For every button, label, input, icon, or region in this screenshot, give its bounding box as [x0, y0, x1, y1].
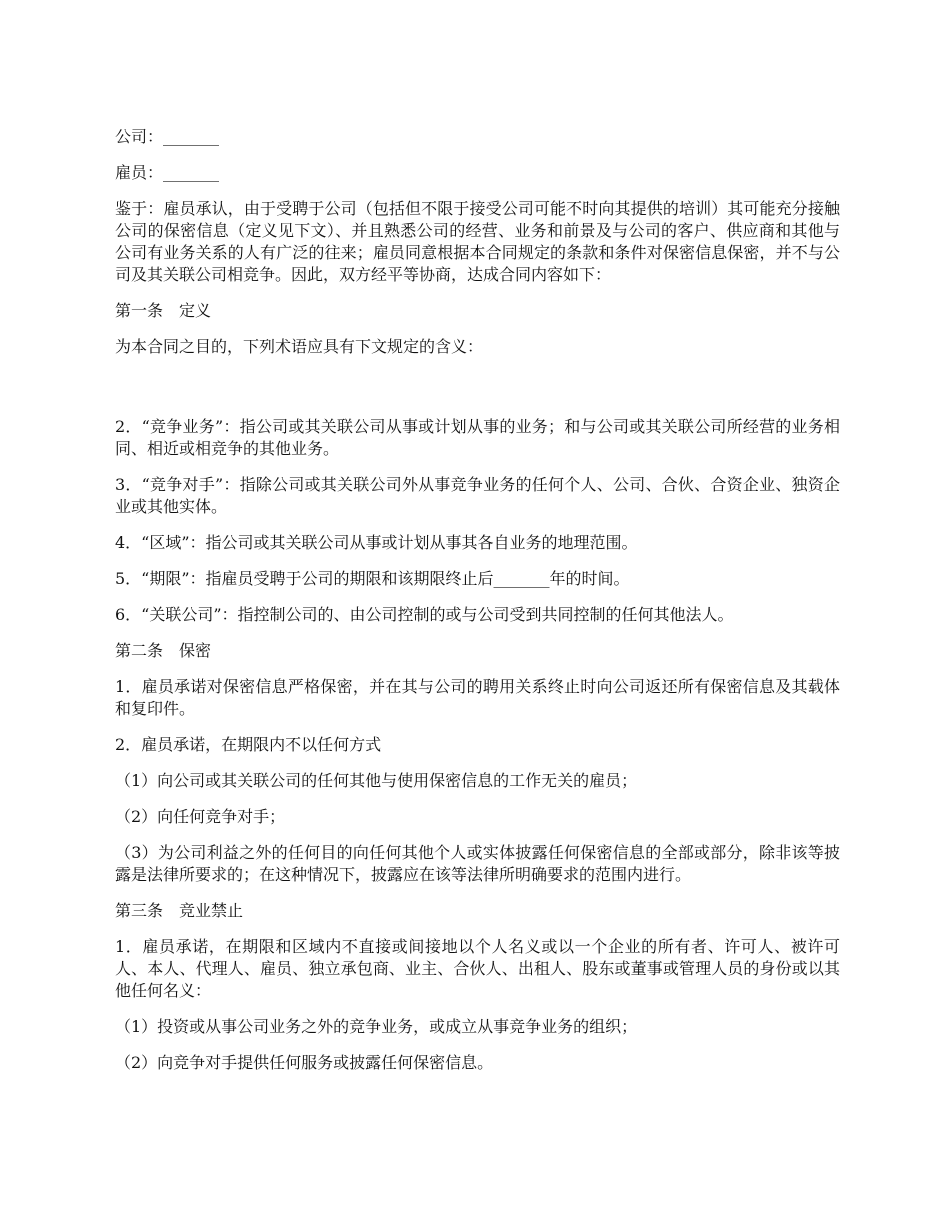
employee-line: 雇员：_______ [115, 163, 220, 182]
article2-item: 2．雇员承诺，在期限内不以任何方式 [115, 735, 382, 754]
document-page [115, 126, 840, 1088]
article3-item: （2）向竞争对手提供任何服务或披露任何保密信息。 [115, 1053, 494, 1072]
article2-heading: 第二条 保密 [115, 641, 212, 660]
company-line: 公司：_______ [115, 127, 220, 146]
article1-heading: 第一条 定义 [115, 301, 212, 320]
article1-item: 4．“区域”：指公司或其关联公司从事或计划从事其各自业务的地理范围。 [115, 533, 638, 552]
article1-item: 5．“期限”：指雇员受聘于公司的期限和该期限终止后_______年的时间。 [115, 569, 630, 588]
blank-spacer [115, 358, 840, 416]
article2-item: （2）向任何竞争对手； [115, 807, 286, 826]
article1-item: 3．“竞争对手”：指除公司或其关联公司外从事竞争业务的任何个人、公司、合伙、合资企业、独资企业或其他实体。 [115, 475, 840, 516]
article2-item: 1．雇员承诺对保密信息严格保密，并在其与公司的聘用关系终止时向公司返还所有保密信息及其载体和复印件。 [115, 677, 840, 718]
article3-heading: 第三条 竞业禁止 [115, 901, 244, 920]
preamble-paragraph: 鉴于：雇员承认，由于受聘于公司（包括但不限于接受公司可能不时向其提供的培训）其可能充分接触公司的保密信息（定义见下文）、并且熟悉公司的经营、业务和前景及与公司的客户、供应商和其他与公司有业务关系的人有广泛的往来；雇员同意根据本合同规定的条款和条件对保密信息保密，并不与公司及其关联公司相竞争。因此，双方经平等协商，达成合同内容如下： [115, 199, 840, 284]
article2-item: （1）向公司或其关联公司的任何其他与使用保密信息的工作无关的雇员； [115, 771, 638, 790]
article3-item: （1）投资或从事公司业务之外的竞争业务，或成立从事竞争业务的组织； [115, 1017, 638, 1036]
article2-item: （3）为公司利益之外的任何目的向任何其他个人或实体披露任何保密信息的全部或部分，除非该等披露是法律所要求的；在这种情况下，披露应在该等法律所明确要求的范围内进行。 [115, 843, 840, 884]
article1-item: 6．“关联公司”：指控制公司的、由公司控制的或与公司受到共同控制的任何其他法人。 [115, 605, 734, 624]
article3-item: 1．雇员承诺，在期限和区域内不直接或间接地以个人名义或以一个企业的所有者、许可人、被许可人、本人、代理人、雇员、独立承包商、业主、合伙人、出租人、股东或董事或管理人员的身份或以其他任何名义： [115, 937, 840, 1000]
article1-item: 2．“竞争业务”：指公司或其关联公司从事或计划从事的业务；和与公司或其关联公司所经营的业务相同、相近或相竞争的其他业务。 [115, 417, 840, 458]
article1-intro: 为本合同之目的，下列术语应具有下文规定的含义： [115, 337, 484, 356]
